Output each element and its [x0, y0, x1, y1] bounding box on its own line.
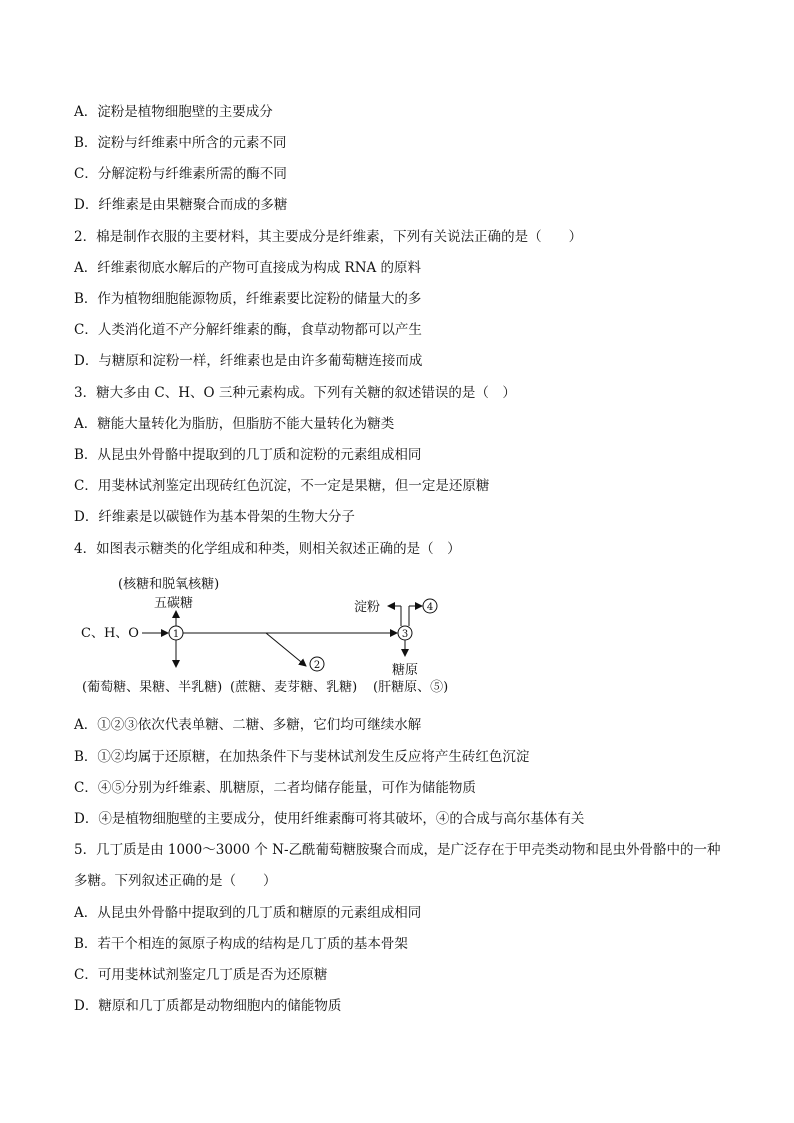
node-3-label: 3 — [401, 629, 409, 640]
glycogen-kinds-label: (肝糖原、⑤) — [373, 680, 449, 695]
q2-option-a: A．纤维素彻底水解后的产物可直接成为构成 RNA 的原料 — [74, 260, 422, 276]
q1-option-d: D．纤维素是由果糖聚合而成的多糖 — [74, 197, 288, 213]
q4-option-a: A．①②③依次代表单糖、二糖、多糖，它们均可继续水解 — [74, 717, 422, 733]
q4-option-b: B．①②均属于还原糖，在加热条件下与斐林试剂发生反应将产生砖红色沉淀 — [74, 749, 530, 765]
five-carbon-note: (核糖和脱氧核糖) — [118, 577, 220, 592]
q3-option-d: D．纤维素是以碳链作为基本骨架的生物大分子 — [74, 509, 355, 525]
glycogen-label: 糖原 — [392, 663, 419, 678]
q5-option-a: A．从昆虫外骨骼中提取到的几丁质和糖原的元素组成相同 — [74, 905, 422, 921]
five-carbon-label: 五碳糖 — [154, 596, 194, 611]
q4-stem: 4．如图表示糖类的化学组成和种类，则相关叙述正确的是（ ） — [74, 541, 461, 557]
branch-arrow — [266, 633, 306, 666]
q1-option-a: A．淀粉是植物细胞壁的主要成分 — [74, 104, 273, 120]
disaccharide-label: (蔗糖、麦芽糖、乳糖) — [230, 680, 358, 695]
q3-option-b: B．从昆虫外骨骼中提取到的几丁质和淀粉的元素组成相同 — [74, 447, 422, 463]
sugar-classification-diagram — [78, 574, 478, 700]
node-2-label: 2 — [313, 660, 321, 671]
q3-stem: 3．糖大多由 C、H、O 三种元素构成。下列有关糖的叙述错误的是（ ） — [74, 385, 516, 401]
q3-option-a: A．糖能大量转化为脂肪，但脂肪不能大量转化为糖类 — [74, 416, 395, 432]
q2-stem: 2．棉是制作衣服的主要材料，其主要成分是纤维素，下列有关说法正确的是（ ） — [74, 229, 583, 245]
q5-option-d: D．糖原和几丁质都是动物细胞内的储能物质 — [74, 998, 342, 1014]
starch-label: 淀粉 — [354, 600, 381, 615]
q2-option-d: D．与糖原和淀粉一样，纤维素也是由许多葡萄糖连接而成 — [74, 353, 423, 369]
q2-option-b: B．作为植物细胞能源物质，纤维素要比淀粉的储量大的多 — [74, 291, 422, 307]
q4-option-d: D．④是植物细胞壁的主要成分，使用纤维素酶可将其破坏，④的合成与高尔基体有关 — [74, 811, 585, 827]
q5-option-b: B．若干个相连的氮原子构成的结构是几丁质的基本骨架 — [74, 936, 408, 952]
q2-option-c: C．人类消化道不产分解纤维素的酶，食草动物都可以产生 — [74, 322, 422, 338]
q4-option-c: C．④⑤分别为纤维素、肌糖原，二者均储存能量，可作为储能物质 — [74, 780, 476, 796]
q5-stem-line-1: 5．几丁质是由 1000～3000 个 N-乙酰葡萄糖胺聚合而成，是广泛存在于甲壳类动物和昆虫外骨骼中的一种 — [74, 842, 721, 858]
node-1-label: 1 — [172, 629, 180, 640]
q5-stem-line-2: 多糖。下列叙述正确的是（ ） — [74, 873, 277, 889]
elements-label: C、H、O — [81, 626, 139, 641]
node-4-label: 4 — [426, 602, 434, 613]
monosaccharide-label: (葡萄糖、果糖、半乳糖) — [82, 680, 223, 695]
q5-option-c: C．可用斐林试剂鉴定几丁质是否为还原糖 — [74, 967, 328, 983]
q3-option-c: C．用斐林试剂鉴定出现砖红色沉淀，不一定是果糖，但一定是还原糖 — [74, 478, 490, 494]
q1-option-c: C．分解淀粉与纤维素所需的酶不同 — [74, 166, 287, 182]
q1-option-b: B．淀粉与纤维素中所含的元素不同 — [74, 135, 287, 151]
